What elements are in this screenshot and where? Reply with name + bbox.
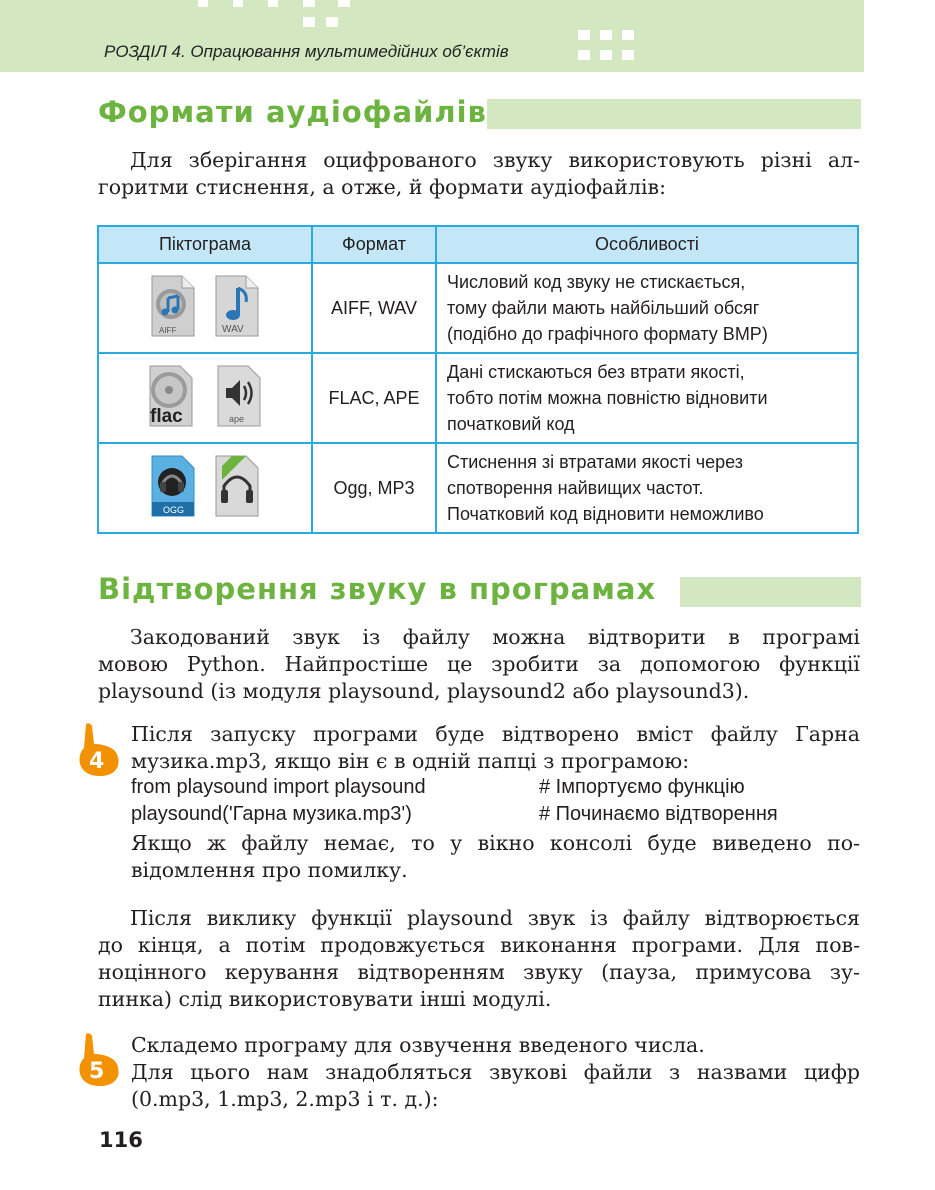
text-line: пинка) слід використовувати інші модулі. xyxy=(98,987,552,1011)
header-decor xyxy=(600,30,612,40)
feature-line: Числовий код звуку не стискається, xyxy=(447,272,746,292)
text-line: Якщо ж файлу немає, то у вікно консолі буде виведено по- xyxy=(131,831,860,855)
page-number: 116 xyxy=(99,1128,143,1152)
header-decor xyxy=(303,0,315,7)
icons-cell xyxy=(98,443,312,533)
header-decor xyxy=(622,50,634,60)
icons-cell xyxy=(98,353,312,443)
heading-bar xyxy=(487,99,861,129)
text-line: до кінця, а потім продовжується виконання програми. Для пов- xyxy=(98,933,860,957)
format-cell: Ogg, MP3 xyxy=(312,443,436,533)
intro-paragraph-cont xyxy=(98,174,860,201)
features-cell xyxy=(436,443,858,533)
col-header-features: Особливості xyxy=(436,226,858,263)
header-decor xyxy=(578,30,590,40)
text-line: горитми стиснення, а отже, й формати аудіофайлів: xyxy=(98,175,666,199)
icons-cell xyxy=(98,263,312,353)
heading-bar xyxy=(680,577,861,607)
svg-text:WAV: WAV xyxy=(221,323,244,335)
text-line: Складемо програму для озвучення введеного числа. xyxy=(131,1033,705,1057)
col-header-icon: Піктограма xyxy=(98,226,312,263)
svg-text:5: 5 xyxy=(89,1059,105,1084)
code-comment-2: # Починаємо відтворення xyxy=(539,803,778,825)
table-row xyxy=(98,353,858,443)
paragraph-1-cont xyxy=(98,651,860,705)
text-line: Для зберігання оцифрованого звуку використовують різні ал- xyxy=(130,148,860,172)
text-line: Для цього нам знадобляться звукові файли з назвами цифр xyxy=(131,1060,860,1084)
svg-text:flac: flac xyxy=(150,405,184,427)
code-comment-1: # Імпортуємо функцію xyxy=(539,776,745,798)
header-decor xyxy=(600,50,612,60)
feature-line: початковий код xyxy=(447,414,575,434)
header-decor xyxy=(303,17,315,27)
flac-file-icon xyxy=(146,364,196,433)
feature-line: Початковий код відновити неможливо xyxy=(447,504,764,524)
mp3-file-icon xyxy=(214,454,260,523)
text-line: playsound (із модуля playsound, playsound2 або playsound3). xyxy=(98,679,750,703)
svg-text:AIFF: AIFF xyxy=(159,325,177,335)
header-decor xyxy=(338,0,350,7)
paragraph-2-cont xyxy=(98,932,860,1013)
features-cell xyxy=(436,353,858,443)
wav-file-icon xyxy=(214,274,260,343)
code-line-1: from playsound import playsound xyxy=(131,776,426,798)
table-header-row xyxy=(98,226,858,263)
text-line: (0.mp3, 1.mp3, 2.mp3 і т. д.): xyxy=(131,1087,439,1111)
text-line: Після запуску програми буде відтворено вміст файлу Гарна xyxy=(131,722,860,746)
svg-text:ape: ape xyxy=(228,413,244,424)
hand-pointer-icon xyxy=(76,1032,122,1088)
feature-line: тому файли мають найбільший обсяг xyxy=(447,298,760,318)
feature-line: Дані стискаються без втрати якості, xyxy=(447,362,745,382)
format-cell: FLAC, APE xyxy=(312,353,436,443)
header-decor xyxy=(198,0,208,7)
svg-text:OGG: OGG xyxy=(163,504,185,515)
text-line: відомлення про помилку. xyxy=(131,858,408,882)
table-row xyxy=(98,263,858,353)
paragraph-2 xyxy=(130,905,860,932)
features-cell xyxy=(436,263,858,353)
paragraph-1 xyxy=(130,624,860,651)
header-decor xyxy=(268,0,278,7)
text-line: Після виклику функції playsound звук із файлу відтворюється xyxy=(130,906,860,930)
svg-text:4: 4 xyxy=(89,749,105,774)
example-4-text xyxy=(131,721,860,775)
feature-line: тобто потім можна повністю відновити xyxy=(447,388,768,408)
example-4-after xyxy=(131,830,860,884)
header-decor xyxy=(233,0,243,7)
header-decor xyxy=(622,30,634,40)
ape-file-icon xyxy=(214,364,264,433)
heading-audio-formats: Формати аудіофайлів xyxy=(98,95,487,129)
feature-line: (подібно до графічного формату BMP) xyxy=(447,324,768,344)
text-line: музика.mp3, якщо він є в одній папці з програмою: xyxy=(131,749,690,773)
feature-line: спотворення найвищих частот. xyxy=(447,478,704,498)
ogg-file-icon xyxy=(150,454,196,523)
text-line: ноцінного керування відтворенням звуку (пауза, примусова зу- xyxy=(98,960,860,984)
code-line-2: playsound('Гарна музика.mp3') xyxy=(131,803,412,825)
col-header-format: Формат xyxy=(312,226,436,263)
text-line: мовою Python. Найпростіше це зробити за допомогою функції xyxy=(98,652,860,676)
intro-paragraph xyxy=(130,147,860,174)
example-5-text xyxy=(131,1032,860,1113)
audio-formats-table xyxy=(97,225,859,534)
header-decor xyxy=(326,17,338,27)
section-header-title: РОЗДІЛ 4. Опрацювання мультимедійних об’єктів xyxy=(104,42,509,61)
hand-pointer-icon xyxy=(76,722,122,778)
heading-sound-playback: Відтворення звуку в програмах xyxy=(98,572,657,606)
aiff-file-icon xyxy=(150,274,196,343)
table-row xyxy=(98,443,858,533)
header-decor xyxy=(578,50,590,60)
feature-line: Стиснення зі втратами якості через xyxy=(447,452,743,472)
text-line: Закодований звук із файлу можна відтворити в програмі xyxy=(130,625,860,649)
format-cell: AIFF, WAV xyxy=(312,263,436,353)
